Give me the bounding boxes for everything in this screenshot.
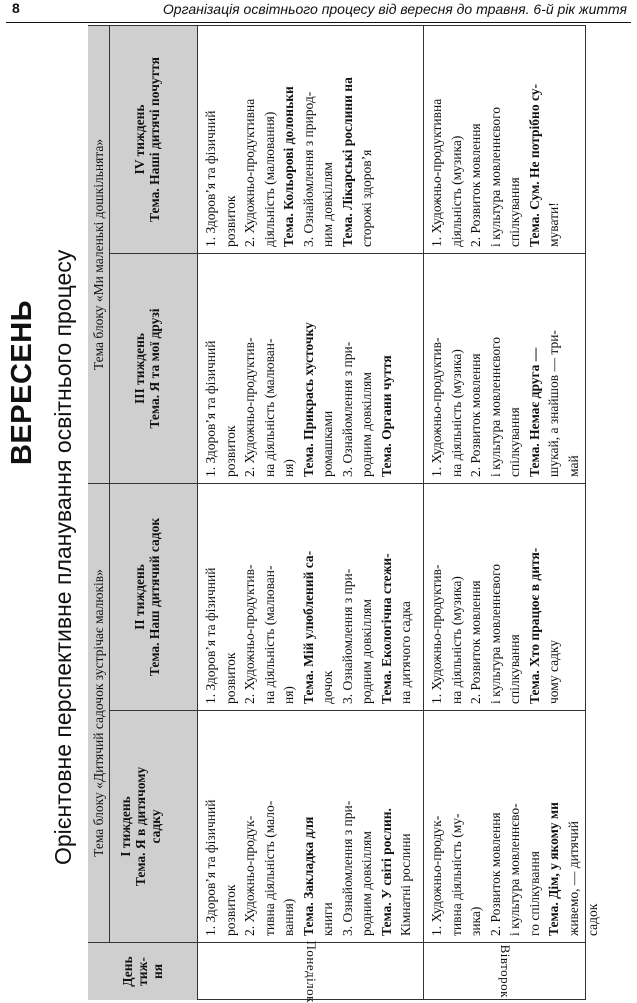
day-header-line3: ня [150, 963, 165, 980]
plan-line: на діяльність (музика) [448, 349, 464, 477]
plan-line: Тема. Екологічна стежи- [378, 553, 394, 704]
plan-line: спілкування [507, 177, 522, 247]
plan-line: 3. Ознайомлення з природ- [300, 91, 316, 247]
plan-line: 1. Художньо-продуктив- [429, 337, 444, 477]
plan-cell-mon-w1 [198, 710, 424, 942]
week-header-4 [110, 25, 198, 253]
plan-line: Тема. Сум. Не потрібно су- [526, 83, 542, 247]
plan-line: ня) [281, 686, 296, 704]
day-column-header [88, 942, 198, 1000]
week-label: III тиждень [132, 332, 147, 405]
block-header-2: Тема блоку «Ми маленькі дошкільнята» [88, 25, 110, 483]
plan-line: Тема. Немає друга — [526, 347, 542, 477]
plan-line: спілкування [507, 634, 522, 704]
day-cell-tuesday [424, 942, 586, 1000]
plan-cell-mon-w4 [198, 25, 424, 253]
plan-line: шукай, а знайшов — три- [546, 330, 561, 477]
day-header-line1: День [120, 956, 135, 987]
plan-line: діяльність (музика) [448, 135, 464, 247]
plan-line: тивна діяльність (мало- [261, 800, 277, 936]
week-header-3 [110, 253, 198, 483]
plan-line: Тема. Дім, у якому ми [546, 802, 561, 936]
plan-line: і культура мовленнєвого [487, 106, 503, 247]
plan-line: дочок [320, 670, 335, 704]
week-theme: Тема. Я в дитячому садку [133, 766, 163, 887]
plan-line: 3. Ознайомлення з при- [339, 800, 355, 936]
plan-line: родним довкіллям [359, 372, 374, 477]
running-title: Організація освітнього процесу від вересня до травня. 6-й рік життя [162, 1, 627, 17]
plan-line: 2. Художньо-продук- [242, 815, 257, 936]
plan-line: Кімнатні рослини [398, 833, 413, 936]
plan-line: 2. Розвиток мовлення [468, 353, 483, 477]
plan-line: го спілкування [526, 851, 542, 936]
plan-line: книги [320, 902, 335, 936]
plan-line: 2. Художньо-продуктив- [242, 564, 257, 704]
plan-line: ня) [281, 459, 296, 477]
plan-line: тивна діяльність (му- [448, 813, 464, 936]
week-label: II тиждень [132, 564, 147, 630]
week-theme: Тема. Я та мої друзі [147, 308, 162, 429]
day-cell-monday [198, 940, 424, 1003]
plan-line: мувати! [546, 202, 561, 247]
plan-line: розвиток [222, 195, 238, 247]
week-label: I тиждень [118, 796, 133, 857]
plan-line: 3. Ознайомлення з при- [339, 341, 355, 477]
plan-line: садок [585, 903, 600, 936]
week-theme: Тема. Наші дитячі почуття [147, 57, 162, 222]
plan-line: на дитячого садка [398, 601, 413, 704]
plan-line: Тема. Хто працює в дитя- [526, 547, 542, 704]
page-header [6, 0, 631, 23]
plan-line: 3. Ознайомлення з при- [339, 568, 355, 704]
week-header-1 [110, 710, 198, 942]
plan-cell-mon-w2 [198, 483, 424, 710]
plan-line: і культура мовленнєвого [487, 336, 503, 477]
plan-line: ним довкіллям [320, 162, 335, 247]
plan-line: родним довкіллям [359, 831, 374, 936]
plan-line: сторожі здоров’я [359, 149, 374, 247]
plan-line: 1. Художньо-продуктивна [429, 98, 444, 247]
plan-line: і культура мовленнєвого [487, 563, 503, 704]
plan-line: Тема. У світі рослин. [378, 808, 394, 936]
plan-cell-tue-w4 [424, 25, 586, 253]
plan-line: Тема. Закладка для [300, 816, 316, 936]
rotated-page-content [0, 25, 637, 1003]
day-header-line2: тиж- [135, 957, 150, 986]
plan-line: розвиток [222, 425, 238, 477]
plan-line: Тема. Мій улюблений са- [300, 550, 316, 704]
plan-line: 2. Розвиток мовлення [487, 812, 503, 936]
day-name-monday: Понеділок [303, 940, 319, 1003]
plan-line: на діяльність (малюван- [261, 565, 277, 704]
planning-table [88, 25, 600, 1003]
plan-line: 2. Розвиток мовлення [468, 580, 483, 704]
plan-line: 1. Здоров’я та фізичний [203, 799, 218, 936]
plan-line: 1. Художньо-продуктив- [429, 564, 444, 704]
plan-line: вання) [281, 898, 296, 936]
plan-line: 2. Розвиток мовлення [468, 123, 483, 247]
plan-line: 1. Художньо-продук- [429, 815, 444, 936]
week-header-2 [110, 483, 198, 710]
plan-line: 2. Художньо-продуктив- [242, 337, 257, 477]
plan-line: діяльність (малювання) [261, 111, 277, 247]
plan-line: на діяльність (музика) [448, 576, 464, 704]
plan-cell-mon-w3 [198, 253, 424, 483]
plan-line: родним довкіллям [359, 599, 374, 704]
plan-line: май [565, 455, 581, 477]
plan-line: 1. Здоров’я та фізичний [203, 110, 218, 247]
plan-title: Орієнтовне перспективне планування освітнього процесу [50, 249, 76, 865]
plan-line: 2. Художньо-продуктивна [242, 98, 257, 247]
week-theme: Тема. Наш дитячий садок [147, 517, 162, 677]
plan-line: спілкування [507, 407, 522, 477]
plan-line: Тема. Органи чуття [378, 355, 394, 477]
plan-cell-tue-w1 [424, 710, 600, 942]
plan-cell-tue-w2 [424, 483, 586, 710]
block-header-1: Тема блоку «Дитячий садочок зустрічає малюків» [88, 483, 110, 942]
plan-line: ромашками [320, 410, 335, 477]
plan-line: Тема. Кольорові долоньки [281, 86, 296, 247]
plan-line: розвиток [222, 652, 238, 704]
plan-line: розвиток [222, 884, 238, 936]
day-name-tuesday: Вівторок [497, 944, 513, 999]
plan-line: чому садку [546, 639, 561, 704]
plan-cell-tue-w3 [424, 253, 586, 483]
plan-line: і культура мовленнєво- [507, 803, 522, 936]
plan-line: 1. Здоров’я та фізичний [203, 340, 218, 477]
plan-line: Тема. Лікарські рослини на [339, 77, 355, 247]
plan-line: на діяльність (малюван- [261, 338, 277, 477]
plan-line: Тема. Прикрась хусточку [300, 322, 316, 477]
plan-line: живемо, — дитячий [565, 820, 581, 936]
week-label: IV тиждень [132, 104, 147, 175]
page-number: 8 [12, 0, 20, 16]
plan-line: 1. Здоров’я та фізичний [203, 567, 218, 704]
plan-line: зика) [468, 906, 483, 936]
month-title: ВЕРЕСЕНЬ [6, 299, 38, 465]
